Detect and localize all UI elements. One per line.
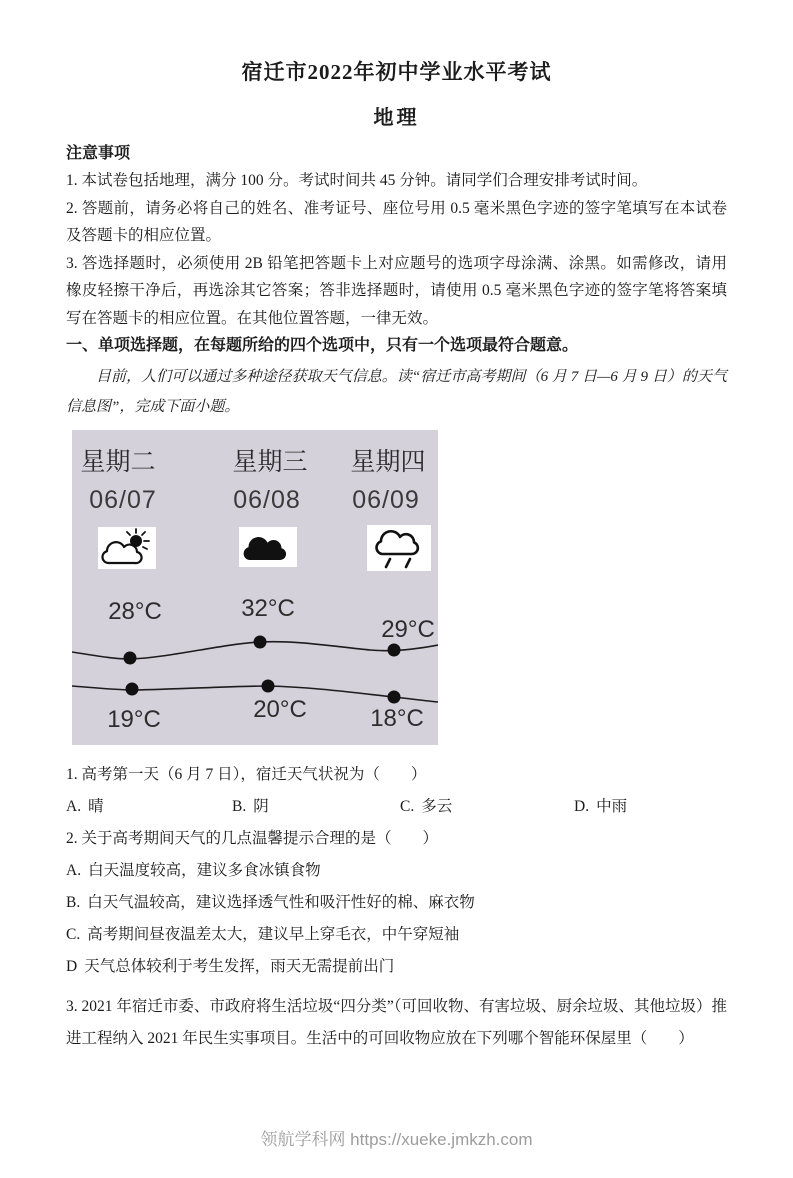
notice-heading: 注意事项 (66, 145, 131, 162)
high-temp-label-tue: 28°C (108, 598, 162, 625)
low-temp-label-thu: 18°C (370, 705, 424, 732)
option-1d: D. 中雨 (574, 798, 628, 815)
option-2a: A. 白天温度较高，建议多食冰镇食物 (66, 862, 321, 879)
day-label-thursday: 星期四 (350, 448, 426, 476)
overcast-cloud-icon (239, 527, 297, 567)
subject-title: 地理 (373, 107, 420, 129)
question-2-number: 2. (66, 830, 78, 847)
notice-item-2: 2. 答题前，请务必将自己的姓名、准考证号、座位号用 0.5 毫米黑色字迹的签字笔填写在本试卷及答题卡的相应位置。 (66, 199, 727, 244)
question-1 (66, 759, 727, 823)
question-1-options (66, 791, 727, 823)
low-temp-label-tue: 19°C (107, 706, 161, 733)
notice-item-3: 3. 答选择题时，必须使用 2B 铅笔把答题卡上对应题号的选项字母涂满、涂黑。如需修改，请用橡皮轻擦干净后，再选涂其它答案；答非选择题时，请使用 0.5 毫米黑色字迹的签字笔将答案填写在答题卡的相应位置。在其他位置答题，一律无效。 (66, 254, 727, 327)
question-3-text: 3. 2021 年宿迁市委、市政府将生活垃圾“四分类”（可回收物、有害垃圾、厨余垃圾、其他垃圾）推进工程纳入 2021 年民生实事项目。生活中的可回收物应放在下列哪个智能环保屋里（ ） (66, 998, 728, 1047)
option-1a: A. 晴 (66, 798, 104, 815)
question-2 (66, 823, 727, 983)
high-temp-label-wed: 32°C (241, 595, 295, 622)
day-label-wednesday: 星期三 (232, 448, 308, 476)
option-2b: B. 白天气温较高，建议选择透气性和吸汗性好的棉、麻衣物 (66, 894, 475, 911)
question-1-text: 1. 高考第一天（6 月 7 日），宿迁天气状祝为（ ） (66, 766, 427, 783)
question-2-text: 2. 关于高考期间天气的几点温馨提示合理的是（ ） (66, 830, 439, 847)
day-label-tuesday: 星期二 (80, 448, 156, 476)
weather-forecast-chart (72, 430, 438, 745)
section-heading: 一、单项选择题，在每题所给的四个选项中，只有一个选项最符合题意。 (66, 337, 579, 354)
option-1b: B. 阴 (232, 798, 269, 815)
exam-page (0, 56, 793, 1055)
date-label-0609: 06/09 (352, 486, 420, 514)
high-temp-label-thu: 29°C (381, 616, 435, 643)
question-3 (66, 991, 727, 1055)
low-temp-label-wed: 20°C (253, 696, 307, 723)
date-label-0607: 06/07 (89, 486, 157, 514)
partly-cloudy-icon (98, 527, 156, 569)
option-2d: D 天气总体较利于考生发挥，雨天无需提前出门 (66, 958, 395, 975)
option-2c: C. 高考期间昼夜温差太大，建议早上穿毛衣，中午穿短袖 (66, 926, 460, 943)
rain-cloud-icon (367, 525, 431, 571)
question-1-number: 1. (66, 766, 78, 783)
option-1c: C. 多云 (400, 798, 453, 815)
date-label-0608: 06/08 (233, 486, 301, 514)
question-intro: 目前，人们可以通过多种途径获取天气信息。读“宿迁市高考期间（6 月 7 日—6 月 9 日）的天气信息图”，完成下面小题。 (66, 369, 727, 415)
page-title: 宿迁市2022年初中学业水平考试 (241, 60, 552, 84)
question-3-number: 3. (66, 998, 78, 1015)
watermark: 领航学科网 https://xueke.jmkzh.com (260, 1130, 533, 1149)
notice-item-1: 1. 本试卷包括地理，满分 100 分。考试时间共 45 分钟。请同学们合理安排考试时间。 (66, 172, 648, 189)
